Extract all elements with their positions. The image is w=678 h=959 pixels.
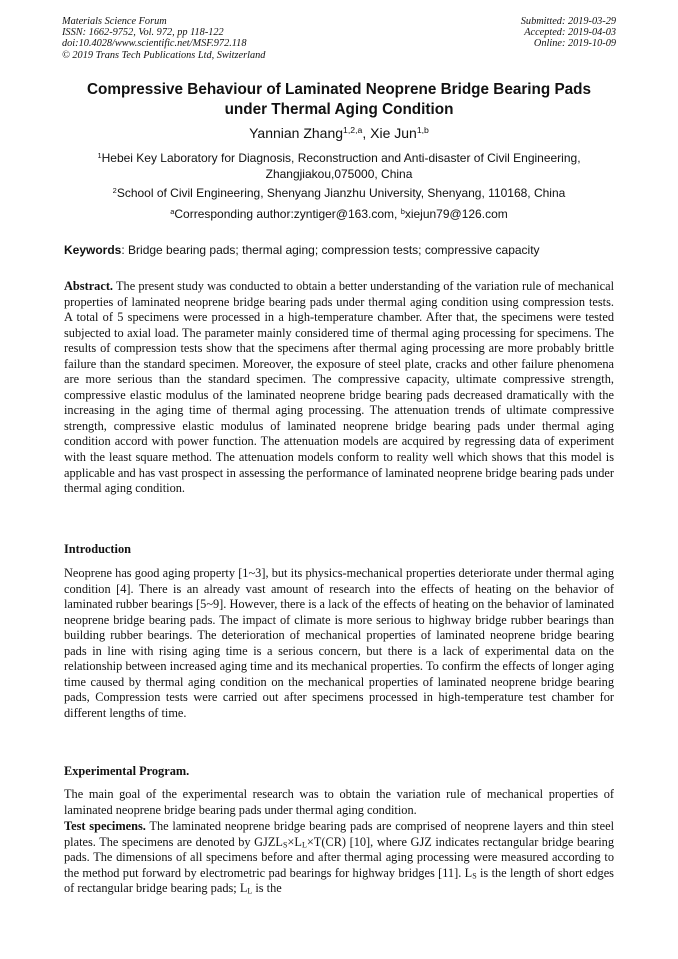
paper-title [40, 80, 638, 120]
keywords-label: Keywords [64, 243, 122, 257]
journal-info [62, 16, 265, 61]
paragraph-text: ×L [287, 834, 302, 849]
author-affiliation-mark: 1,2,a [343, 125, 363, 136]
abstract-text: The present study was conducted to obtain a better understanding of the variation rule of mechanical properties of laminated neoprene bridge bearing pads under thermal aging condition using compression tests. A total of 5 specimens were processed in a high-temperature chamber. After that, the specimens were tested subjected to axial load. The parameter mainly considered time of thermal aging processing for specimens. The results of compression tests show that the specimens after thermal aging processing are more probably brittle failure than the standard specimen. Moreover, the exposure of steel plate, cracks and other failure phenomena are more serious than the standard specimen. The compressive capacity, ultimate compressive strength, compressive elastic modulus of the laminated neoprene bridge bearing pads decreased dramatically with the increasing in the aging time of thermal aging processing. The attenuation trends of ultimate compressive strength, compressive elastic modulus of laminated neoprene bridge bearing pads under thermal aging condition accord with power function. The attenuation models are acquired by regressing data of experiment with the least square method. The attenuation models conform to reality well which shows that this model is applicable and has vast prospect in assessing the performance of laminated neoprene bridge bearing pads under thermal aging condition. [64, 279, 614, 496]
email-mark: b [400, 206, 405, 216]
abstract [64, 279, 614, 497]
introduction-heading: Introduction [64, 542, 131, 556]
test-specimens-paragraph [64, 819, 614, 897]
affiliation-mark: 1 [97, 150, 102, 160]
subscript: S [282, 840, 288, 850]
corresponding-authors [80, 207, 598, 223]
experimental-heading: Experimental Program. [64, 764, 190, 778]
author-name: Yannian Zhang [249, 125, 344, 141]
submitted-date: Submitted: 2019-03-29 [520, 16, 616, 27]
corresponding-text: Corresponding author:zyntiger@163.com, [174, 207, 401, 221]
affiliation-2 [80, 186, 598, 202]
author-name: Xie Jun [370, 125, 417, 141]
title-line-2: under Thermal Aging Condition [224, 101, 454, 118]
doi-line: doi:10.4028/www.scientific.net/MSF.972.118 [62, 38, 247, 50]
paragraph-text: is the length of short edges of rectangular bridge bearing pads; L [64, 865, 614, 896]
experimental-paragraph: The main goal of the experimental research was to obtain the variation rule of mechanical properties of laminated neoprene bridge bearing pads under thermal aging condition. [64, 787, 614, 817]
affiliation-mark: 2 [112, 185, 117, 195]
paragraph-text: The laminated neoprene bridge bearing pads are comprised of neoprene layers and thin steel plates. The specimens are denoted by GJZL [64, 819, 615, 849]
corresponding-email: xiejun79@126.com [404, 207, 508, 221]
subscript: L [247, 886, 253, 896]
journal-name: Materials Science Forum [62, 16, 167, 27]
title-line-1: Compressive Behaviour of Laminated Neoprene Bridge Bearing Pads [86, 81, 592, 98]
issn-line: ISSN: 1662-9752, Vol. 972, pp 118-122 [62, 27, 224, 39]
introduction-paragraph: Neoprene has good aging property [1~3], but its physics-mechanical properties deteriorate under thermal aging condition [4]. There is an already vast amount of research into the effects of heating on the behavior of laminated rubber bearings [5~9]. However, there is a lack of the effects of heating on the behavior of laminated neoprene bridge bearing pads. The impact of climate is more serious to highway bridge rubber bearings than building rubber bearings. The deterioration of mechanical properties of laminated neoprene bridge bearing pads in line with rising aging time is a serious concern, but there is a lack of experimental data on the relationship between increased aging time and its mechanical properties. To confirm the effects of longer aging time caused by thermal aging condition on the mechanical properties of laminated neoprene bridge bearing pads, Compression tests were carried out after specimens processed in high-temperature test chamber for different lengths of time. [64, 566, 614, 720]
paragraph-text: ×T(CR) [10], where GJZ indicates rectangular bridge bearing pads. The dimensions of all specimens before and after thermal aging processing were measured according to the method put forward by electrometric pad bearings for highway bridges [11]. L [64, 834, 614, 880]
abstract-label: Abstract. [64, 279, 114, 293]
accepted-date: Accepted: 2019-04-03 [524, 27, 616, 39]
subscript: S [472, 871, 477, 881]
affiliation-text: School of Civil Engineering, Shenyang Jianzhu University, Shenyang, 110168, China [116, 186, 566, 200]
test-specimens-label: Test specimens. [64, 819, 146, 833]
author-affiliation-mark: 1,b [416, 125, 429, 136]
affiliation-text: Hebei Key Laboratory for Diagnosis, Reconstruction and Anti-disaster of Civil Engineering, Zhangjiakou,075000, China [101, 151, 581, 181]
paragraph-text: is the [252, 881, 282, 896]
keywords [64, 243, 614, 259]
subscript: L [301, 840, 307, 850]
copyright-line: © 2019 Trans Tech Publications Ltd, Switzerland [62, 49, 266, 61]
email-mark: a [170, 206, 175, 216]
publication-dates [521, 16, 616, 50]
affiliation-1 [80, 151, 598, 182]
author-list [40, 124, 638, 142]
keywords-text: : Bridge bearing pads; thermal aging; compression tests; compressive capacity [121, 243, 540, 257]
online-date: Online: 2019-10-09 [533, 38, 616, 50]
author-separator: , [362, 125, 371, 141]
